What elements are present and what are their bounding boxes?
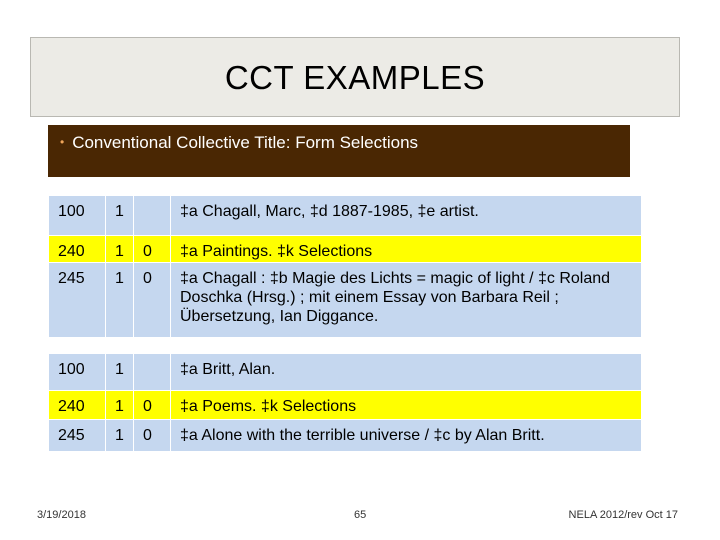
ind2-cell xyxy=(134,196,171,236)
ind1-cell: 1 xyxy=(106,391,134,420)
footer-page-number: 65 xyxy=(354,509,367,521)
tag-cell: 245 xyxy=(49,263,106,338)
ind1-cell: 1 xyxy=(106,263,134,338)
title-box xyxy=(30,37,680,117)
ind2-cell: 0 xyxy=(134,391,171,420)
subtitle-text: Conventional Collective Title: Form Selections xyxy=(72,133,419,152)
tag-cell: 100 xyxy=(49,354,106,391)
bullet-icon: • xyxy=(60,135,65,149)
ind2-cell: 0 xyxy=(134,263,171,338)
ind2-cell: 0 xyxy=(134,420,171,452)
table-row xyxy=(49,263,642,338)
field-text-cell: ‡a Poems. ‡k Selections xyxy=(171,391,642,420)
table-row xyxy=(49,196,642,236)
tag-cell: 240 xyxy=(49,236,106,263)
footer-credit: NELA 2012/rev Oct 17 xyxy=(568,509,678,521)
field-text-cell: ‡a Chagall : ‡b Magie des Lichts = magic of light / ‡c Roland Doschka (Hrsg.) ; mit einem Essay von Barbara Reil ; Übersetzung, Ian Diggance. xyxy=(171,263,642,338)
table-row xyxy=(49,354,642,391)
field-text-cell: ‡a Britt, Alan. xyxy=(171,354,642,391)
table-row xyxy=(49,420,642,452)
tag-cell: 245 xyxy=(49,420,106,452)
ind1-cell: 1 xyxy=(106,196,134,236)
footer-date: 3/19/2018 xyxy=(37,509,86,521)
marc-record-table-2 xyxy=(48,353,642,452)
field-text-cell: ‡a Alone with the terrible universe / ‡c by Alan Britt. xyxy=(171,420,642,452)
table-row xyxy=(49,391,642,420)
slide-title: CCT EXAMPLES xyxy=(224,59,486,96)
ind1-cell: 1 xyxy=(106,354,134,391)
subtitle-bar xyxy=(48,125,630,177)
table-row xyxy=(49,236,642,263)
ind1-cell: 1 xyxy=(106,420,134,452)
tag-cell: 240 xyxy=(49,391,106,420)
field-text-cell: ‡a Chagall, Marc, ‡d 1887-1985, ‡e artist. xyxy=(171,196,642,236)
ind1-cell: 1 xyxy=(106,236,134,263)
ind2-cell xyxy=(134,354,171,391)
field-text-cell: ‡a Paintings. ‡k Selections xyxy=(171,236,642,263)
ind2-cell: 0 xyxy=(134,236,171,263)
marc-record-table-1 xyxy=(48,195,642,338)
tag-cell: 100 xyxy=(49,196,106,236)
